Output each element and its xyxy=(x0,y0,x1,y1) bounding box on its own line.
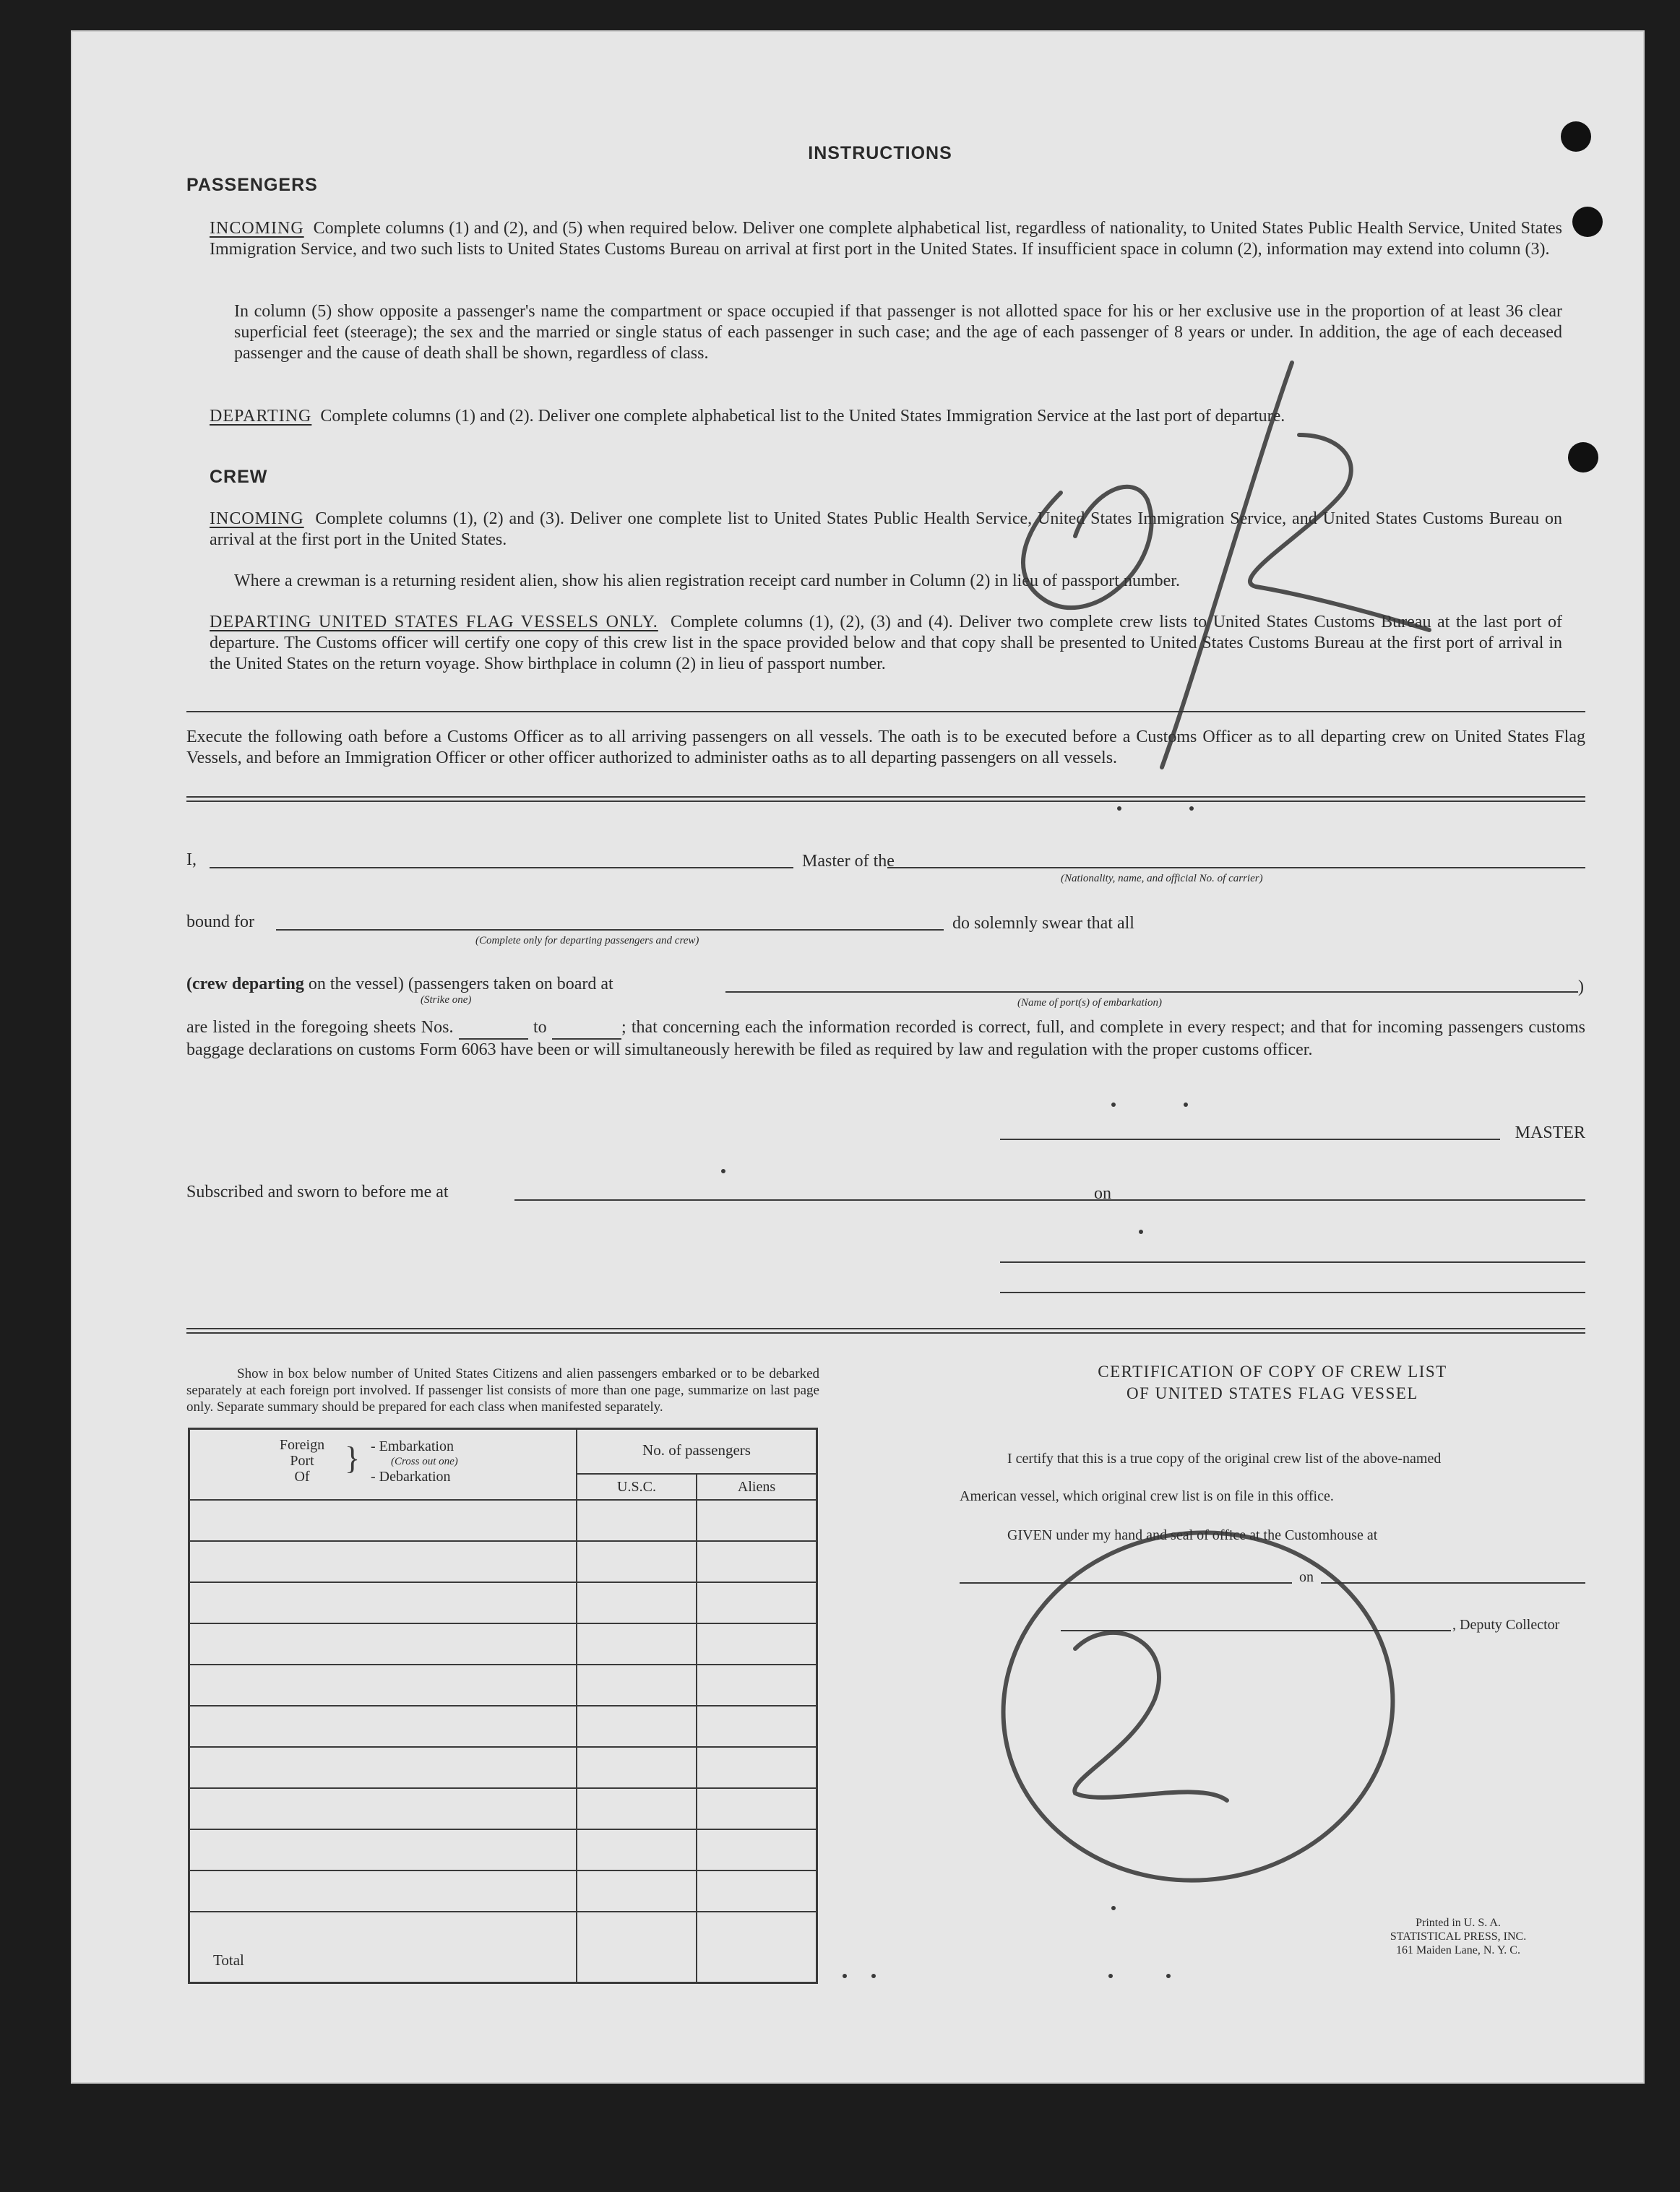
bleed-dot xyxy=(1189,806,1194,811)
listed-rest-text: ; that concerning each the information recorded is correct, full, and complete in every respect; and that for incoming passengers customs baggage declarations on customs Form 6063 have been or will simultaneously herewith be filed as required by law and regulation with the proper customs officer. xyxy=(186,1018,1585,1059)
to-label: to xyxy=(533,1018,547,1037)
cross-out-hint: (Cross out one) xyxy=(391,1456,458,1467)
bleed-dot xyxy=(1111,1103,1116,1107)
certification-title-line1: CERTIFICATION OF COPY OF CREW LIST xyxy=(1098,1363,1447,1381)
crew-departing-text: (crew departing xyxy=(186,975,304,993)
passengers-heading: PASSENGERS xyxy=(186,175,318,195)
instructions-title: INSTRUCTIONS xyxy=(808,143,952,163)
master-of-the-label: Master of the xyxy=(802,852,895,871)
bleed-dot xyxy=(1111,1906,1116,1910)
form-sheet xyxy=(71,30,1645,2084)
close-paren: ) xyxy=(1578,978,1584,996)
column5-paragraph: In column (5) show opposite a passenger's name the compartment or space occupied if that passenger is not allotted space for his or her exclusive use in the proportion of at least 36 clear superficial feet (steerage); the sex and the married or single status of each passenger in such case; and the age of each passenger of 8 years or under. In addition, the age of each deceased passenger and the cause of death shall be shown, regardless of class. xyxy=(234,302,1562,363)
swear-text: do solemnly swear that all xyxy=(952,914,1134,933)
listed-sheets-text: are listed in the foregoing sheets Nos. xyxy=(186,1018,454,1037)
carrier-hint: (Nationality, name, and official No. of carrier) xyxy=(1061,873,1263,884)
crew-incoming-text: Complete columns (1), (2) and (3). Deliver one complete list to United States Public Health Service, United States Immigration Service, and United States Customs Bureau on arrival at the first port in the United States. xyxy=(210,509,1563,549)
oath-instruction: Execute the following oath before a Customs Officer as to all arriving passengers on all vessels. The oath is to be executed before a Customs Officer as to all departing crew on United States Flag Vessels, and before an Immigration Officer or other officer authorized to administer oaths as to all departing passengers on all vessels. xyxy=(186,728,1585,767)
handwritten-two-stroke xyxy=(1250,435,1429,630)
ports-hint: (Name of port(s) of embarkation) xyxy=(1017,997,1162,1009)
on-the-vessel-text: on the vessel) xyxy=(308,975,404,993)
bound-for-hint: (Complete only for departing passengers and crew) xyxy=(475,935,699,946)
embarkation-option[interactable]: - Embarkation xyxy=(371,1438,454,1454)
subscribed-label: Subscribed and sworn to before me at xyxy=(186,1183,449,1201)
incoming-label: INCOMING xyxy=(210,219,304,238)
strike-one-hint: (Strike one) xyxy=(421,994,472,1006)
given-line: GIVEN under my hand and seal of office at the Customhouse at xyxy=(1007,1527,1378,1543)
oath-i-label: I, xyxy=(186,850,197,869)
handwritten-marks xyxy=(71,30,1645,2084)
handwritten-circle xyxy=(981,1508,1416,1905)
deputy-collector-label: , Deputy Collector xyxy=(1452,1617,1560,1633)
aliens-header: Aliens xyxy=(737,1479,776,1495)
handwritten-six-stroke xyxy=(1023,487,1151,608)
foreign-word: Foreign xyxy=(279,1437,325,1453)
bleed-dot xyxy=(1108,1974,1113,1978)
crew-heading: CREW xyxy=(210,467,268,487)
certify-line-1: I certify that this is a true copy of the original crew list of the above-named xyxy=(1007,1451,1442,1467)
handwritten-fraction-bottom xyxy=(1299,464,1300,465)
bleed-dot xyxy=(1117,806,1121,811)
bleed-dot xyxy=(721,1169,725,1173)
cert-on-label: on xyxy=(1299,1569,1314,1585)
passengers-taken-text: (passengers taken on board at xyxy=(408,975,613,993)
total-label: Total xyxy=(213,1951,244,1969)
handwritten-circled-two-stroke xyxy=(1074,1633,1227,1800)
departing-label: DEPARTING xyxy=(210,407,312,426)
certification-title-line2: OF UNITED STATES FLAG VESSEL xyxy=(1127,1384,1418,1402)
of-word: Of xyxy=(294,1469,310,1485)
bleed-dot xyxy=(1184,1103,1188,1107)
certify-line-2: American vessel, which original crew list is on file in this office. xyxy=(960,1488,1334,1504)
bleed-dot xyxy=(1139,1230,1143,1234)
incoming-text: Complete columns (1) and (2), and (5) when required below. Deliver one complete alphabetical list, regardless of nationality, to United States Public Health Service, United States Immigration Service, and two such lists to United States Customs Bureau on arrival at first port in the United States. If insufficient space in column (2), information may extend into column (3). xyxy=(210,219,1563,259)
handwritten-slash-stroke xyxy=(1162,363,1292,767)
crewman-paragraph: Where a crewman is a returning resident alien, show his alien registration receipt card number in Column (2) in lieu of passport number. xyxy=(234,571,1180,590)
no-of-passengers-header: No. of passengers xyxy=(642,1441,751,1459)
sworn-on-label: on xyxy=(1094,1184,1111,1203)
printer-line1: Printed in U. S. A. xyxy=(1416,1917,1501,1929)
punch-hole xyxy=(1568,442,1598,473)
box-instruction: Show in box below number of United States Citizens and alien passengers embarked or to be debarked separately at each foreign port involved. If passenger list consists of more than one page, summarize on last page only. Separate summary should be prepared for each class when manifested separately. xyxy=(186,1366,819,1415)
printer-line2: STATISTICAL PRESS, INC. xyxy=(1390,1930,1527,1943)
brace-icon: } xyxy=(345,1441,361,1476)
crew-incoming-label: INCOMING xyxy=(210,509,304,528)
flag-vessels-label: DEPARTING UNITED STATES FLAG VESSELS ONLY. xyxy=(210,613,658,631)
departing-text: Complete columns (1) and (2). Deliver one complete alphabetical list to the United States Immigration Service at the last port of departure. xyxy=(320,407,1285,426)
port-word: Port xyxy=(290,1453,314,1469)
bleed-dot xyxy=(1166,1974,1171,1978)
punch-hole xyxy=(1572,207,1603,237)
usc-header: U.S.C. xyxy=(617,1479,656,1495)
flag-vessels-text: Complete columns (1), (2), (3) and (4). Deliver two complete crew lists to United States Customs Bureau at the last port of departure. The Customs officer will certify one copy of this crew list in the space provided below and that copy shall be presented to United States Customs Bureau at the first port of arrival in the United States on the return voyage. Show birthplace in column (2) in lieu of passport number. xyxy=(210,613,1562,673)
handwritten-fraction-top xyxy=(1082,464,1083,465)
punch-hole xyxy=(1561,121,1591,152)
bleed-dot xyxy=(843,1974,847,1978)
printer-line3: 161 Maiden Lane, N. Y. C. xyxy=(1396,1944,1520,1956)
master-label: MASTER xyxy=(1515,1123,1585,1142)
bleed-dot xyxy=(871,1974,876,1978)
bound-for-label: bound for xyxy=(186,912,254,931)
debarkation-option[interactable]: - Debarkation xyxy=(371,1469,451,1485)
